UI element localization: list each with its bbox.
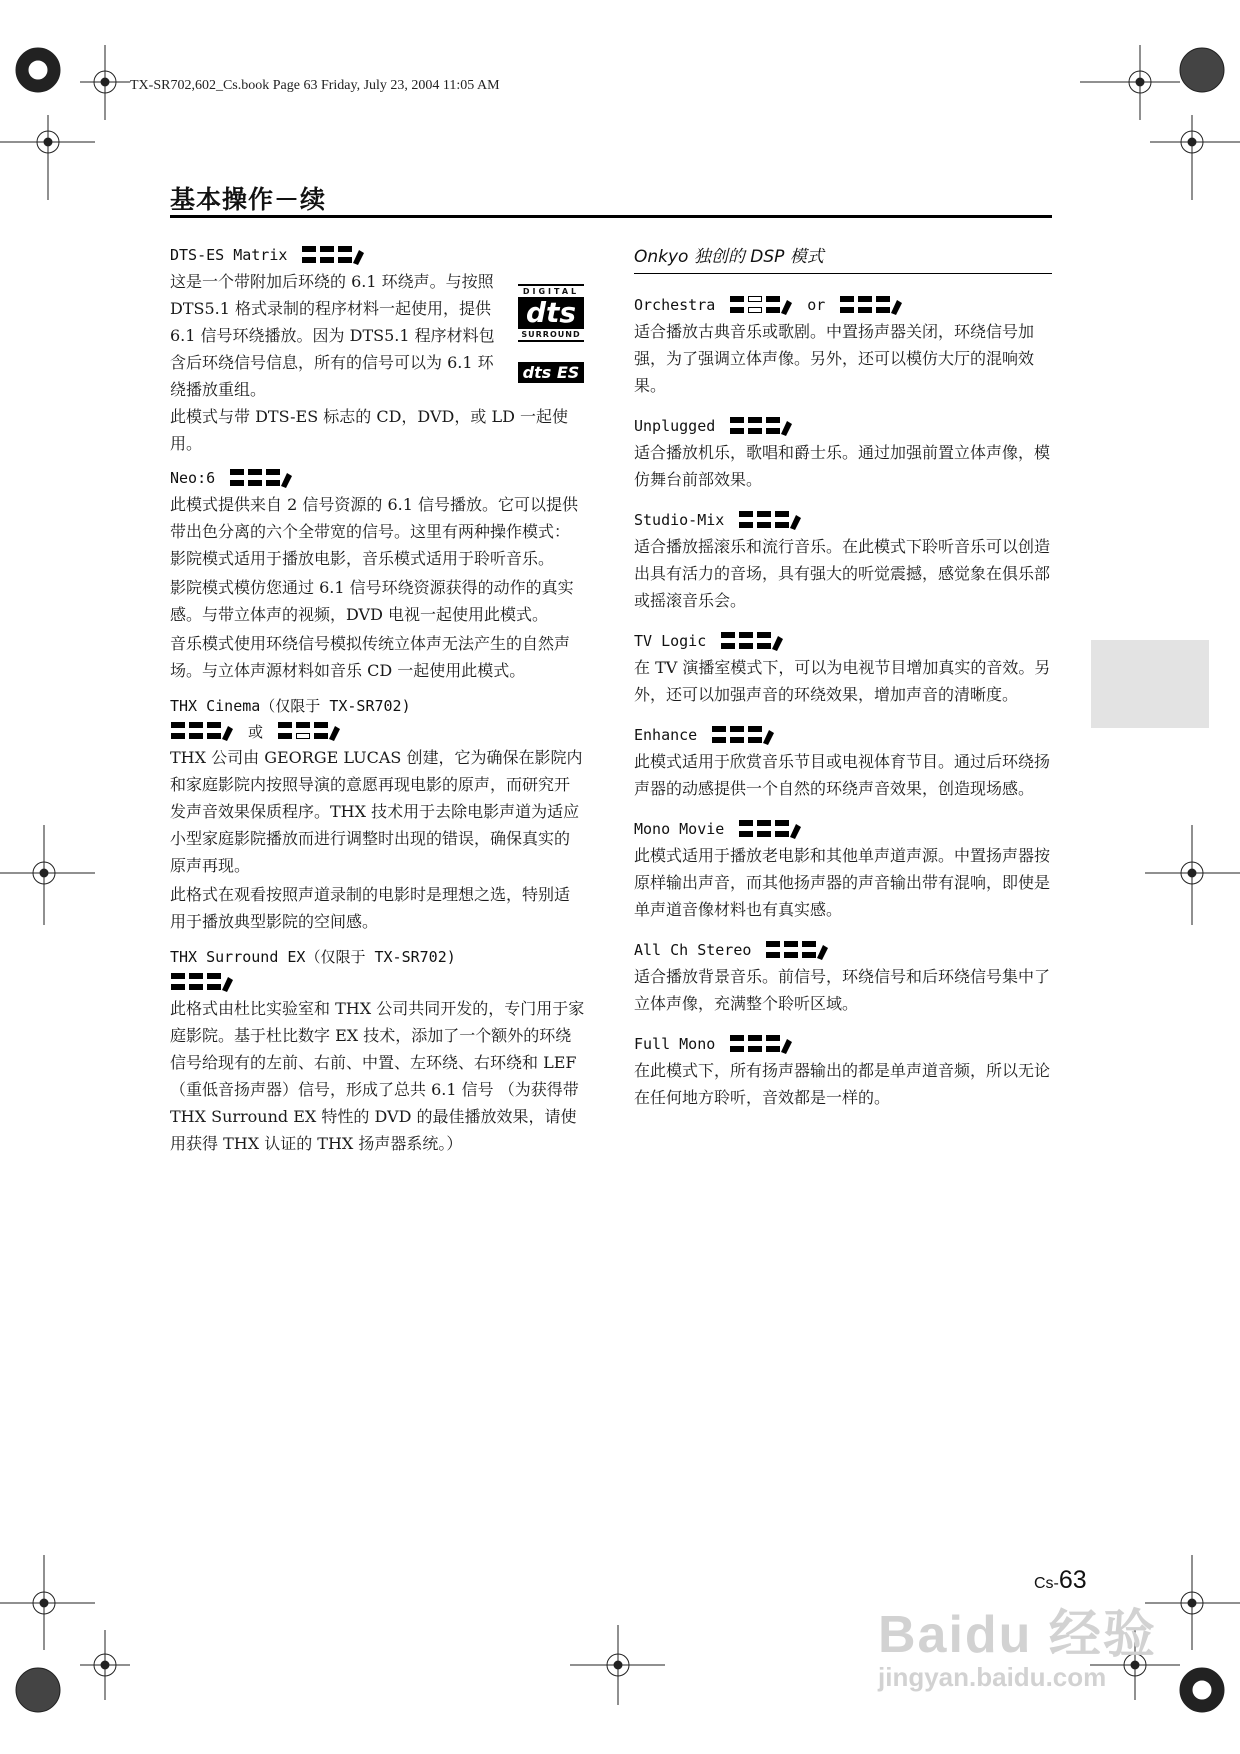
- chapter-tab: [1091, 640, 1209, 728]
- mode-title: Mono Movie: [634, 820, 725, 838]
- mode-title: THX Cinema（仅限于 TX-SR702): [170, 696, 411, 715]
- paragraph: 适合播放古典音乐或歌剧。中置扬声器关闭，环绕信号加强，为了强调立体声像。另外，还可以模仿大厅的混响效果。: [634, 322, 1035, 395]
- section-title: Onkyo 独创的 DSP 模式: [634, 242, 1052, 274]
- paragraph: 此模式适用于播放老电影和其他单声道声源。中置扬声器按原样输出声音，而其他扬声器的声音输出带有混响，即使是单声道音像材料也有真实感。: [634, 846, 1051, 919]
- mode-heading-studio-mix: [634, 507, 1052, 533]
- speaker-channel-icon: [301, 244, 365, 266]
- paragraph: 此模式提供来自 2 信号资源的 6.1 信号播放。它可以提供带出色分离的六个全带宽的信号。这里有两种操作模式：影院模式适用于播放电影，音乐模式适用于聆听音乐。: [170, 495, 578, 568]
- mode-heading-thx-surround-ex: [170, 943, 585, 969]
- mode-title: DTS-ES Matrix: [170, 246, 288, 264]
- mode-title: THX Surround EX（仅限于 TX-SR702): [170, 947, 456, 966]
- paragraph: 适合播放机乐，歌唱和爵士乐。通过加强前置立体声像，模仿舞台前部效果。: [634, 443, 1051, 489]
- mode-title: Full Mono: [634, 1035, 716, 1053]
- mode-heading-unplugged: [634, 413, 1052, 439]
- mode-title: Enhance: [634, 726, 698, 744]
- mode-title: TV Logic: [634, 632, 707, 650]
- mode-heading-all-ch-stereo: [634, 937, 1052, 963]
- right-column: [634, 242, 1052, 1111]
- or-label: 或: [248, 722, 264, 741]
- or-label: or: [807, 296, 826, 314]
- speaker-channel-icon: [839, 294, 903, 316]
- speaker-channel-icon: [729, 415, 793, 437]
- left-column: [170, 242, 585, 1157]
- dts-logo-top-text: DIGITAL: [518, 284, 584, 298]
- paragraph: 在 TV 演播室模式下，可以为电视节目增加真实的音效。另外，还可以加强声音的环绕效果，增加声音的清晰度。: [634, 658, 1051, 704]
- page-number-prefix: Cs-: [1034, 1575, 1059, 1592]
- paragraph: 适合播放摇滚乐和流行音乐。在此模式下聆听音乐可以创造出具有活力的音场，具有强大的听觉震撼，感觉象在俱乐部或摇滚音乐会。: [634, 537, 1051, 610]
- watermark-url: jingyan.baidu.com: [878, 1662, 1107, 1692]
- speaker-channel-icon: [765, 939, 829, 961]
- page-number-value: 63: [1058, 1566, 1087, 1594]
- speaker-channel-icon: [170, 971, 234, 993]
- book-info-line: TX-SR702,602_Cs.book Page 63 Friday, July 23, 2004 11:05 AM: [130, 78, 500, 93]
- paragraph: 适合播放背景音乐。前信号，环绕信号和后环绕信号集中了立体声像，充满整个聆听区域。: [634, 967, 1051, 1013]
- page-number: [1034, 1566, 1087, 1595]
- speaker-channel-icon: [729, 1033, 793, 1055]
- speaker-channel-icon-center-off: [729, 294, 793, 316]
- paragraph: 此格式在观看按照声道录制的电影时是理想之选，特别适用于播放典型影院的空间感。: [170, 885, 571, 931]
- dts-es-logo: dts ES: [518, 362, 584, 383]
- paragraph: 这是一个带附加后环绕的 6.1 环绕声。与按照 DTS5.1 格式录制的程序材料一起使用，提供 6.1 信号环绕播放。因为 DTS5.1 程序材料包含后环绕信号信息，所有的信号可以为 6.1 环绕播放重组。: [170, 272, 495, 399]
- mode-heading-mono-movie: [634, 816, 1052, 842]
- speaker-channel-icon-center-off: [277, 720, 341, 742]
- paragraph: THX 公司由 GEORGE LUCAS 创建，它为确保在影院内和家庭影院内按照导演的意愿再现电影的原声，而研究开发声音效果保质程序。THX 技术用于去除电影声道为适应小型家庭影院播放而进行调整时出现的错误，确保真实的原声再现。: [170, 748, 583, 875]
- mode-title: Orchestra: [634, 296, 716, 314]
- paragraph: 在此模式下，所有扬声器输出的都是单声道音频，所以无论在任何地方聆听，音效都是一样的。: [634, 1061, 1051, 1107]
- speaker-channel-icon: [170, 720, 234, 742]
- thx-cinema-icons: [170, 718, 585, 744]
- paragraph: 此格式由杜比实验室和 THX 公司共同开发的，专门用于家庭影院。基于杜比数字 EX 技术，添加了一个额外的环绕信号给现有的左前、右前、中置、左环绕、右环绕和 LEF （重低音扬声器）信号，形成了总共 6.1 信号 （为获得带 THX Surround EX 特性的 DVD 的最佳播放效果，请使用获得 THX 认证的 THX 扬声器系统。）: [170, 999, 585, 1153]
- mode-title: Studio-Mix: [634, 511, 725, 529]
- dts-logo-bottom-text: SURROUND: [518, 328, 584, 342]
- page-title: 基本操作－续: [170, 185, 327, 214]
- paragraph: 影院模式模仿您通过 6.1 信号环绕资源获得的动作的真实感。与带立体声的视频，DVD 电视一起使用此模式。: [170, 578, 574, 624]
- paragraph: 此模式适用于欣赏音乐节目或电视体育节目。通过后环绕扬声器的动感提供一个自然的环绕声音效果，创造现场感。: [634, 752, 1051, 798]
- mode-heading-tv-logic: [634, 628, 1052, 654]
- paragraph: 此模式与带 DTS-ES 标志的 CD，DVD，或 LD 一起使用。: [170, 407, 568, 453]
- paragraph: 音乐模式使用环绕信号模拟传统立体声无法产生的自然声场。与立体声源材料如音乐 CD 一起使用此模式。: [170, 634, 571, 680]
- mode-heading-enhance: [634, 722, 1052, 748]
- speaker-channel-icon: [738, 509, 802, 531]
- mode-title: All Ch Stereo: [634, 941, 752, 959]
- mode-heading-full-mono: [634, 1031, 1052, 1057]
- speaker-channel-icon: [720, 630, 784, 652]
- watermark-logo: Baidu 经验: [878, 1606, 1157, 1664]
- title-rule: [170, 215, 1052, 218]
- mode-heading-neo6: [170, 465, 585, 491]
- mode-title: Unplugged: [634, 417, 716, 435]
- mode-heading-dts-es-matrix: [170, 242, 585, 268]
- mode-title: Neo:6: [170, 469, 216, 487]
- dts-logo-word: dts: [518, 298, 584, 328]
- mode-heading-orchestra: [634, 292, 1052, 318]
- speaker-channel-icon: [229, 467, 293, 489]
- speaker-channel-icon: [711, 724, 775, 746]
- speaker-channel-icon: [738, 818, 802, 840]
- thx-surround-ex-icons: [170, 969, 585, 995]
- mode-heading-thx-cinema: [170, 692, 585, 718]
